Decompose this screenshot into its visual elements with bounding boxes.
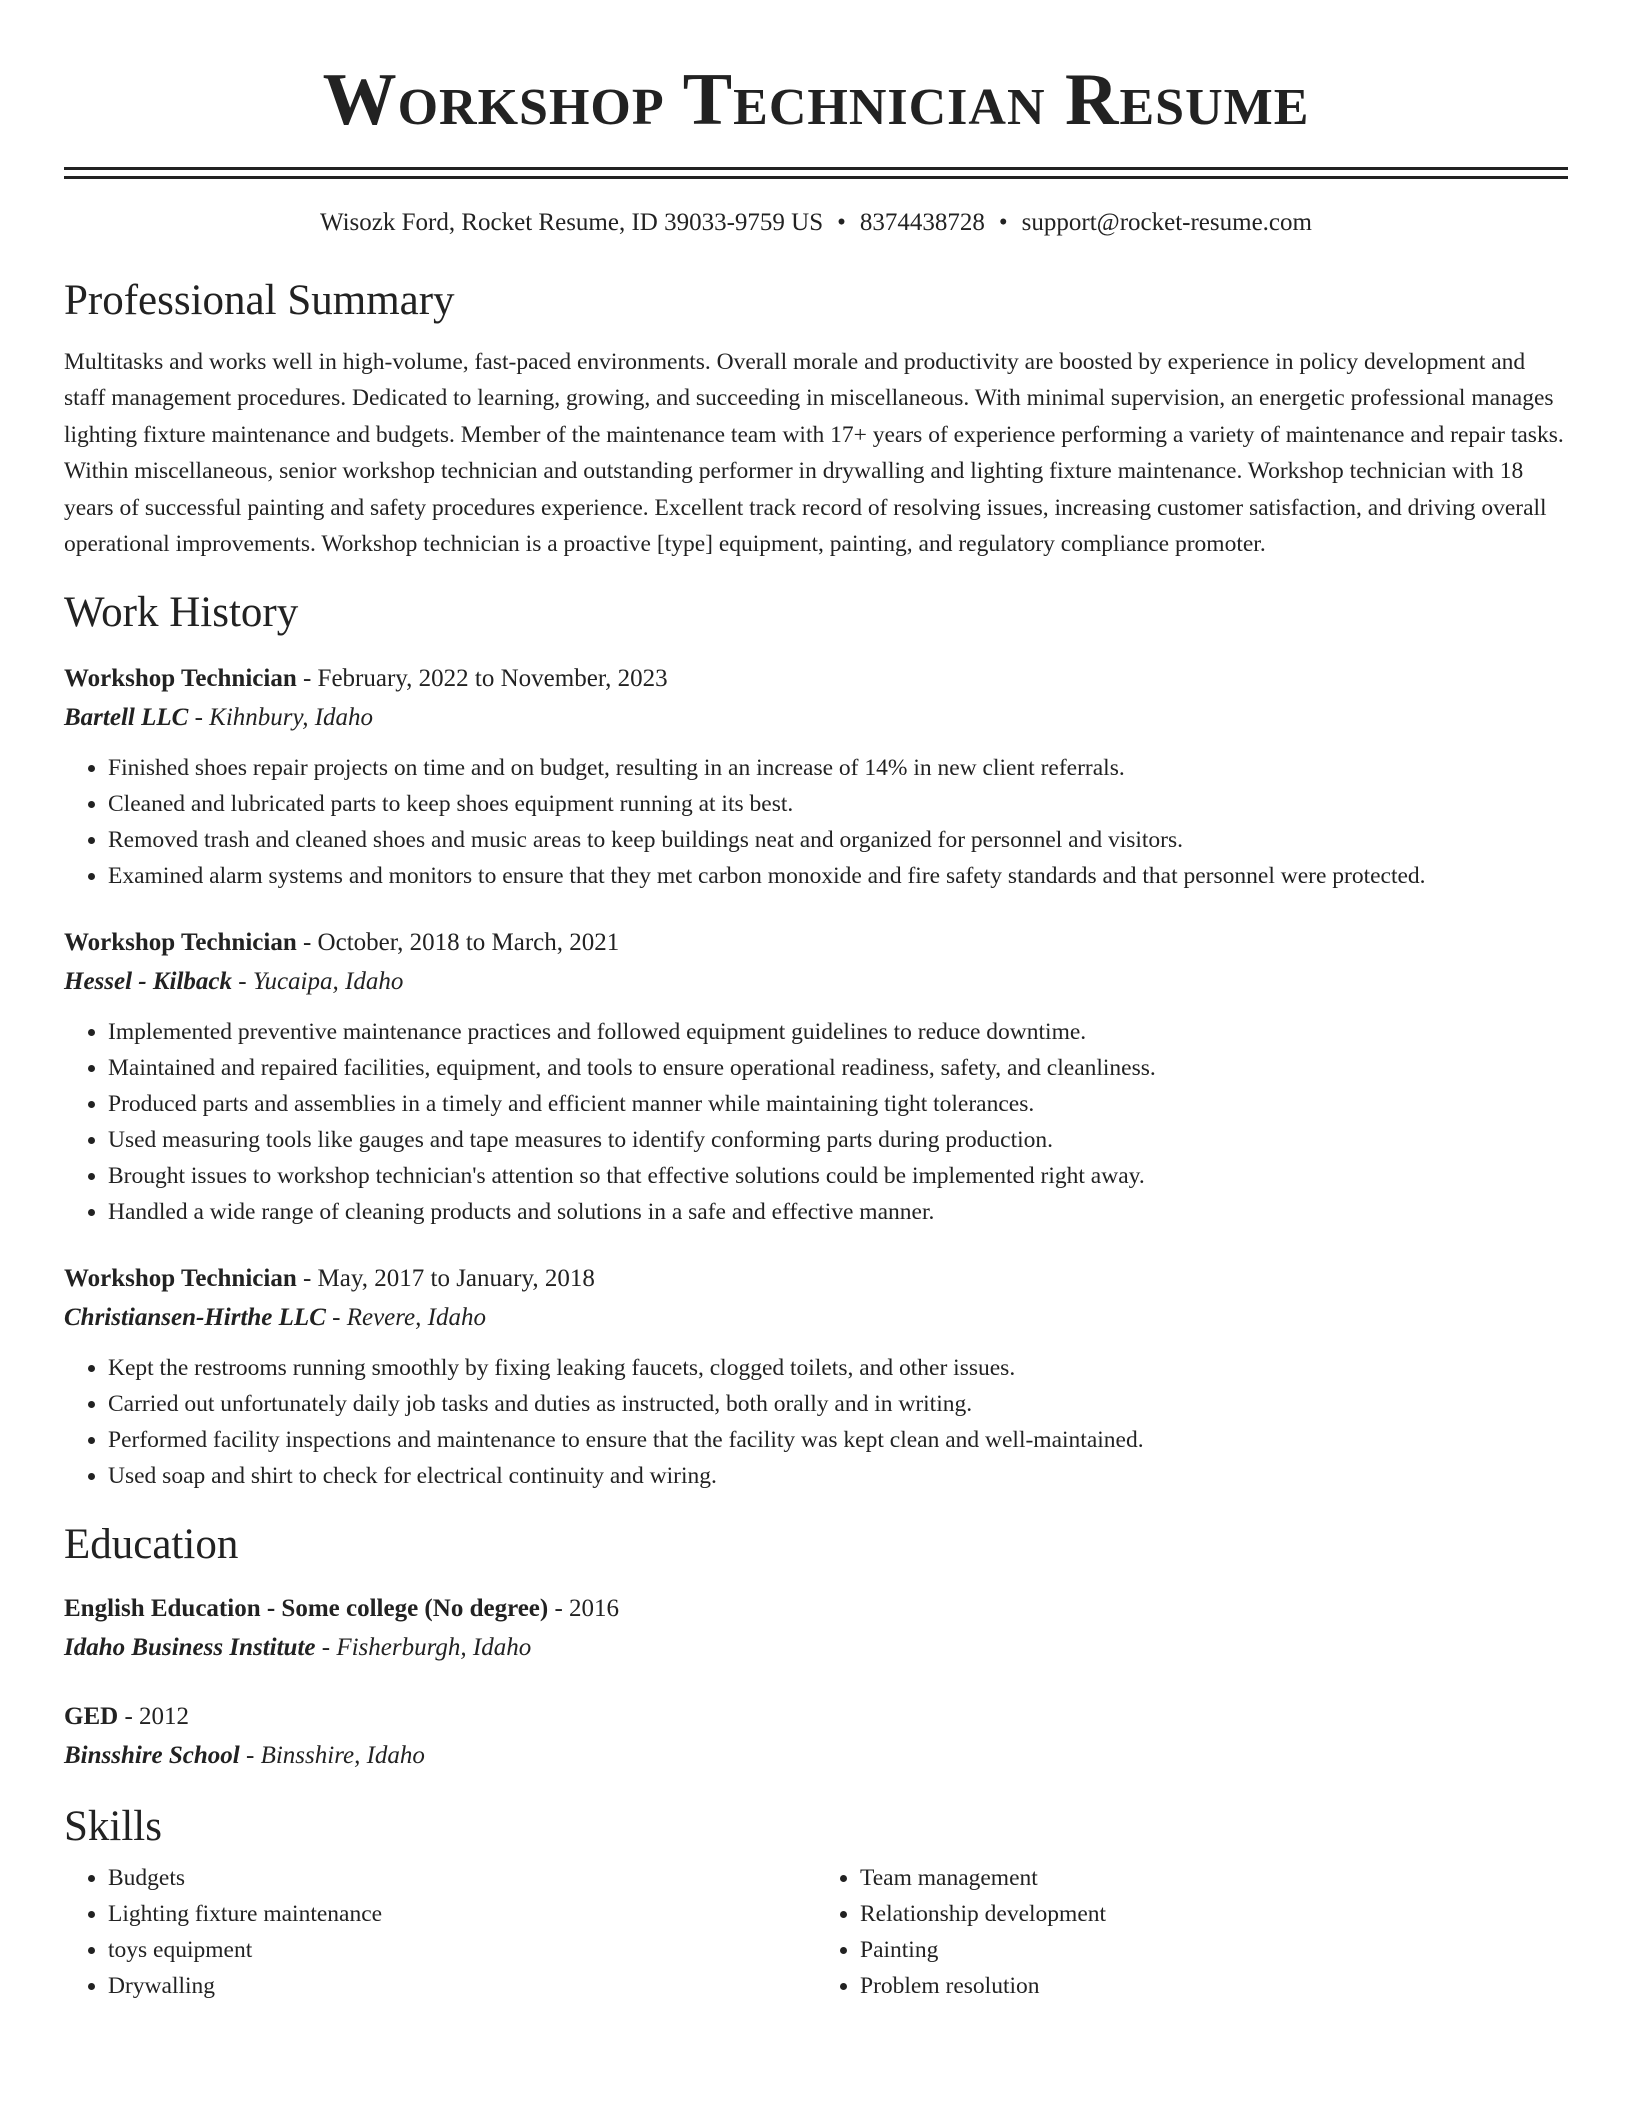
school-location: - Binsshire, Idaho bbox=[239, 1742, 425, 1770]
job-title-line bbox=[64, 924, 1568, 962]
skills-list-right bbox=[816, 1860, 1568, 2004]
school: Binsshire School bbox=[64, 1742, 240, 1770]
job-duty: • Maintained and repaired facilities, equipment, and tools to ensure operational readiness, safety, and cleanliness. bbox=[108, 1050, 1568, 1086]
job-duty: • Brought issues to workshop technician's attention so that effective solutions could be implemented right away. bbox=[108, 1158, 1568, 1194]
job-title-line bbox=[64, 1260, 1568, 1298]
job-title-line bbox=[64, 660, 1568, 698]
skill-item: • Painting bbox=[860, 1932, 1568, 1968]
job-company: Hessel - Kilback bbox=[64, 968, 233, 996]
job-duty: • Used soap and shirt to check for electrical continuity and wiring. bbox=[108, 1458, 1568, 1494]
skills-columns bbox=[64, 1860, 1568, 2004]
job-location: - Revere, Idaho bbox=[325, 1304, 486, 1332]
title-divider-bottom bbox=[64, 176, 1568, 179]
title-divider-top bbox=[64, 167, 1568, 170]
skills-list-left bbox=[64, 1860, 816, 2004]
school: Idaho Business Institute bbox=[64, 1634, 316, 1662]
job-dates: - May, 2017 to January, 2018 bbox=[296, 1265, 595, 1293]
education-entry bbox=[64, 1698, 1568, 1776]
skill-item: • Budgets bbox=[108, 1860, 816, 1896]
job-duty: • Kept the restrooms running smoothly by fixing leaking faucets, clogged toilets, and other issues. bbox=[108, 1350, 1568, 1386]
contact-phone: 8374438728 bbox=[859, 209, 985, 236]
job-title: Workshop Technician bbox=[64, 1265, 297, 1293]
job-entry bbox=[64, 924, 1568, 1230]
skill-item: • Problem resolution bbox=[860, 1968, 1568, 2004]
contact-separator: • bbox=[837, 209, 846, 236]
degree-year: - 2012 bbox=[118, 1703, 190, 1731]
job-company-line bbox=[64, 698, 1568, 738]
job-duties-list bbox=[64, 750, 1568, 894]
skills-heading: Skills bbox=[64, 1803, 162, 1851]
job-location: - Yucaipa, Idaho bbox=[232, 968, 404, 996]
education-heading: Education bbox=[64, 1521, 239, 1569]
skill-item: • Lighting fixture maintenance bbox=[108, 1896, 816, 1932]
job-title: Workshop Technician bbox=[64, 929, 297, 957]
degree: GED bbox=[64, 1703, 119, 1731]
skill-item: • toys equipment bbox=[108, 1932, 816, 1968]
job-dates: - February, 2022 to November, 2023 bbox=[296, 665, 668, 693]
job-duty: • Examined alarm systems and monitors to ensure that they met carbon monoxide and fire safety standards and that personnel were protected. bbox=[108, 858, 1568, 894]
degree-line bbox=[64, 1590, 1568, 1628]
contact-address: Wisozk Ford, Rocket Resume, ID 39033-9759 US bbox=[320, 209, 824, 236]
skill-item: • Team management bbox=[860, 1860, 1568, 1896]
skill-item: • Relationship development bbox=[860, 1896, 1568, 1932]
job-duty: • Finished shoes repair projects on time and on budget, resulting in an increase of 14% in new client referrals. bbox=[108, 750, 1568, 786]
job-duties-list bbox=[64, 1350, 1568, 1494]
resume-title: Workshop Technician Resume bbox=[322, 59, 1310, 141]
skill-item: • Drywalling bbox=[108, 1968, 816, 2004]
job-duty: • Handled a wide range of cleaning products and solutions in a safe and effective manner. bbox=[108, 1194, 1568, 1230]
resume-page bbox=[64, 0, 1568, 2004]
job-duty: • Implemented preventive maintenance practices and followed equipment guidelines to reduce downtime. bbox=[108, 1014, 1568, 1050]
work-history-heading: Work History bbox=[64, 589, 299, 637]
job-company-line bbox=[64, 962, 1568, 1002]
summary-text: Multitasks and works well in high-volume, fast-paced environments. Overall morale and productivity are boosted by experience in policy development and staff management procedures. Dedicated to learning, growing, and succeeding in miscellaneous. With minimal supervision, an energetic professional manages lighting fixture maintenance and budgets. Member of the maintenance team with 17+ years of experience performing a variety of maintenance and repair tasks. Within miscellaneous, senior workshop technician and outstanding performer in drywalling and lighting fixture maintenance. Workshop technician with 18 years of successful painting and safety procedures experience. Excellent track record of resolving issues, increasing customer satisfaction, and driving overall operational improvements. Workshop technician is a proactive [type] equipment, painting, and regulatory compliance promoter. bbox=[64, 349, 1564, 558]
degree: English Education - Some college (No degree) bbox=[64, 1595, 549, 1623]
job-location: - Kihnbury, Idaho bbox=[188, 704, 374, 732]
summary-heading: Professional Summary bbox=[64, 277, 455, 324]
job-duty: • Carried out unfortunately daily job tasks and duties as instructed, both orally and in writing. bbox=[108, 1386, 1568, 1422]
job-company-line bbox=[64, 1298, 1568, 1338]
school-line bbox=[64, 1736, 1568, 1776]
job-duties-list bbox=[64, 1014, 1568, 1230]
job-title: Workshop Technician bbox=[64, 665, 297, 693]
job-company: Bartell LLC bbox=[64, 704, 189, 732]
job-dates: - October, 2018 to March, 2021 bbox=[296, 929, 620, 957]
job-duty: • Removed trash and cleaned shoes and music areas to keep buildings neat and organized for personnel and visitors. bbox=[108, 822, 1568, 858]
school-line bbox=[64, 1628, 1568, 1668]
job-company: Christiansen-Hirthe LLC bbox=[64, 1304, 326, 1332]
contact-separator: • bbox=[998, 209, 1008, 236]
job-duty: • Performed facility inspections and maintenance to ensure that the facility was kept clean and well-maintained. bbox=[108, 1422, 1568, 1458]
job-duty: • Used measuring tools like gauges and tape measures to identify conforming parts during production. bbox=[108, 1122, 1568, 1158]
school-location: - Fisherburgh, Idaho bbox=[315, 1634, 532, 1662]
job-duty: • Cleaned and lubricated parts to keep shoes equipment running at its best. bbox=[108, 786, 1568, 822]
job-entry bbox=[64, 660, 1568, 894]
degree-line bbox=[64, 1698, 1568, 1736]
education-entry bbox=[64, 1590, 1568, 1668]
contact-line bbox=[64, 206, 1568, 240]
degree-year: - 2016 bbox=[548, 1595, 620, 1623]
job-duty: • Produced parts and assemblies in a timely and efficient manner while maintaining tight tolerances. bbox=[108, 1086, 1568, 1122]
job-entry bbox=[64, 1260, 1568, 1494]
contact-email: support@rocket-resume.com bbox=[1021, 209, 1312, 236]
